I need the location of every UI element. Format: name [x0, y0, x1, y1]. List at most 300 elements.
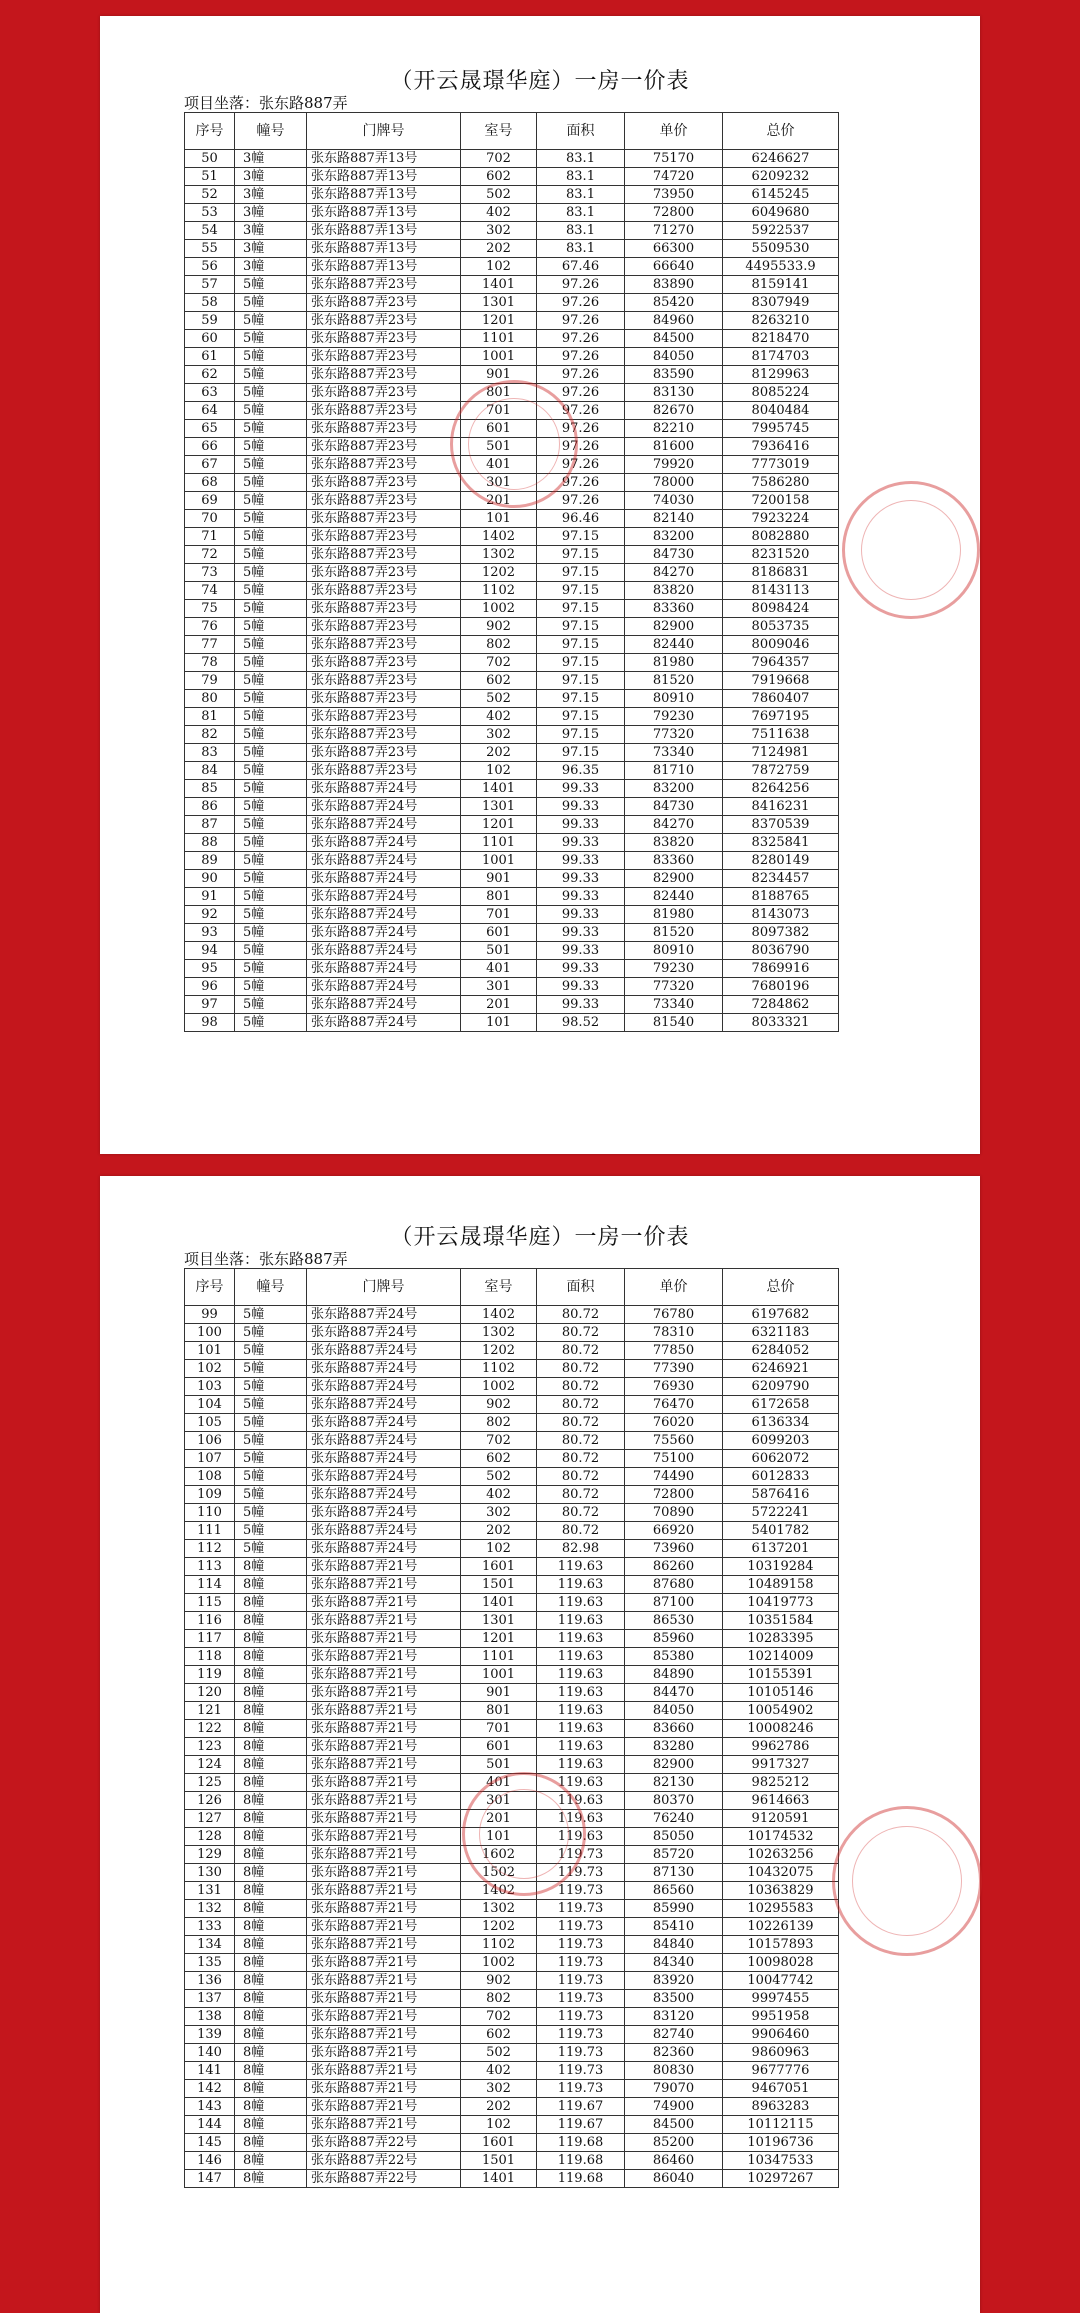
building-cell: 8幢: [235, 1936, 307, 1954]
table-row: [185, 1014, 839, 1032]
seq-cell: 140: [185, 2044, 235, 2062]
area-cell: 119.73: [537, 2008, 625, 2026]
total-price-cell: 9951958: [723, 2008, 839, 2026]
unit-price-cell: 82900: [625, 618, 723, 636]
total-price-cell: 6137201: [723, 1540, 839, 1558]
unit-price-cell: 84470: [625, 1684, 723, 1702]
table-row: [185, 1540, 839, 1558]
seq-cell: 102: [185, 1360, 235, 1378]
area-cell: 119.63: [537, 1648, 625, 1666]
address-cell: 张东路887弄21号: [307, 2098, 461, 2116]
address-cell: 张东路887弄23号: [307, 672, 461, 690]
unit-price-cell: 85720: [625, 1846, 723, 1864]
unit-price-cell: 83360: [625, 600, 723, 618]
address-cell: 张东路887弄24号: [307, 942, 461, 960]
building-cell: 5幢: [235, 762, 307, 780]
seq-cell: 139: [185, 2026, 235, 2044]
room-cell: 802: [461, 636, 537, 654]
total-price-cell: 10098028: [723, 1954, 839, 1972]
building-cell: 8幢: [235, 1846, 307, 1864]
area-cell: 83.1: [537, 240, 625, 258]
seq-cell: 80: [185, 690, 235, 708]
building-cell: 5幢: [235, 348, 307, 366]
address-cell: 张东路887弄23号: [307, 546, 461, 564]
room-cell: 201: [461, 996, 537, 1014]
table-row: [185, 1954, 839, 1972]
area-cell: 80.72: [537, 1504, 625, 1522]
building-cell: 5幢: [235, 726, 307, 744]
seq-cell: 58: [185, 294, 235, 312]
seq-cell: 79: [185, 672, 235, 690]
area-cell: 97.26: [537, 348, 625, 366]
unit-price-cell: 84890: [625, 1666, 723, 1684]
total-price-cell: 10263256: [723, 1846, 839, 1864]
unit-price-cell: 81540: [625, 1014, 723, 1032]
unit-price-cell: 80910: [625, 942, 723, 960]
address-cell: 张东路887弄21号: [307, 1918, 461, 1936]
unit-price-cell: 82210: [625, 420, 723, 438]
building-cell: 5幢: [235, 420, 307, 438]
table-row: [185, 1918, 839, 1936]
total-price-cell: 9120591: [723, 1810, 839, 1828]
building-cell: 5幢: [235, 942, 307, 960]
room-cell: 101: [461, 1014, 537, 1032]
room-cell: 702: [461, 1432, 537, 1450]
unit-price-cell: 66300: [625, 240, 723, 258]
area-cell: 119.73: [537, 2044, 625, 2062]
unit-price-cell: 87100: [625, 1594, 723, 1612]
column-header: 面积: [537, 1269, 625, 1306]
address-cell: 张东路887弄21号: [307, 2080, 461, 2098]
area-cell: 80.72: [537, 1432, 625, 1450]
address-cell: 张东路887弄24号: [307, 1522, 461, 1540]
address-cell: 张东路887弄23号: [307, 690, 461, 708]
header-row: [185, 1269, 839, 1306]
unit-price-cell: 72800: [625, 1486, 723, 1504]
area-cell: 97.26: [537, 492, 625, 510]
seq-cell: 93: [185, 924, 235, 942]
column-header: 单价: [625, 113, 723, 150]
seq-cell: 51: [185, 168, 235, 186]
total-price-cell: 10054902: [723, 1702, 839, 1720]
seq-cell: 74: [185, 582, 235, 600]
area-cell: 119.73: [537, 1936, 625, 1954]
unit-price-cell: 84270: [625, 564, 723, 582]
building-cell: 8幢: [235, 1594, 307, 1612]
unit-price-cell: 75560: [625, 1432, 723, 1450]
seq-cell: 77: [185, 636, 235, 654]
seq-cell: 55: [185, 240, 235, 258]
room-cell: 1301: [461, 798, 537, 816]
building-cell: 5幢: [235, 1450, 307, 1468]
room-cell: 401: [461, 1774, 537, 1792]
building-cell: 5幢: [235, 978, 307, 996]
total-price-cell: 7680196: [723, 978, 839, 996]
building-cell: 5幢: [235, 1396, 307, 1414]
building-cell: 5幢: [235, 1014, 307, 1032]
area-cell: 97.26: [537, 330, 625, 348]
seq-cell: 131: [185, 1882, 235, 1900]
room-cell: 102: [461, 762, 537, 780]
area-cell: 97.26: [537, 366, 625, 384]
building-cell: 3幢: [235, 186, 307, 204]
seq-cell: 124: [185, 1756, 235, 1774]
room-cell: 601: [461, 1738, 537, 1756]
address-cell: 张东路887弄24号: [307, 1360, 461, 1378]
area-cell: 97.15: [537, 690, 625, 708]
seq-cell: 78: [185, 654, 235, 672]
seq-cell: 128: [185, 1828, 235, 1846]
building-cell: 5幢: [235, 996, 307, 1014]
building-cell: 5幢: [235, 1414, 307, 1432]
table-row: [185, 1324, 839, 1342]
room-cell: 1001: [461, 1666, 537, 1684]
room-cell: 501: [461, 438, 537, 456]
total-price-cell: 10295583: [723, 1900, 839, 1918]
table-row: [185, 942, 839, 960]
total-price-cell: 8186831: [723, 564, 839, 582]
building-cell: 5幢: [235, 600, 307, 618]
table-row: [185, 2062, 839, 2080]
building-cell: 5幢: [235, 1504, 307, 1522]
unit-price-cell: 86560: [625, 1882, 723, 1900]
area-cell: 119.73: [537, 1918, 625, 1936]
total-price-cell: 8159141: [723, 276, 839, 294]
seq-cell: 133: [185, 1918, 235, 1936]
unit-price-cell: 82140: [625, 510, 723, 528]
table-row: [185, 168, 839, 186]
seq-cell: 76: [185, 618, 235, 636]
room-cell: 1401: [461, 1594, 537, 1612]
unit-price-cell: 80910: [625, 690, 723, 708]
column-header: 幢号: [235, 113, 307, 150]
table-row: [185, 888, 839, 906]
building-cell: 5幢: [235, 330, 307, 348]
table-row: [185, 924, 839, 942]
total-price-cell: 9917327: [723, 1756, 839, 1774]
table-row: [185, 1486, 839, 1504]
table-row: [185, 1774, 839, 1792]
area-cell: 82.98: [537, 1540, 625, 1558]
building-cell: 8幢: [235, 1792, 307, 1810]
unit-price-cell: 77320: [625, 978, 723, 996]
building-cell: 8幢: [235, 1990, 307, 2008]
seq-cell: 86: [185, 798, 235, 816]
room-cell: 502: [461, 186, 537, 204]
area-cell: 119.73: [537, 1954, 625, 1972]
total-price-cell: 8370539: [723, 816, 839, 834]
address-cell: 张东路887弄21号: [307, 1810, 461, 1828]
unit-price-cell: 82440: [625, 636, 723, 654]
area-cell: 119.63: [537, 1774, 625, 1792]
table-row: [185, 564, 839, 582]
seq-cell: 67: [185, 456, 235, 474]
unit-price-cell: 81600: [625, 438, 723, 456]
area-cell: 119.63: [537, 1666, 625, 1684]
seq-cell: 99: [185, 1306, 235, 1324]
room-cell: 501: [461, 1756, 537, 1774]
total-price-cell: 7284862: [723, 996, 839, 1014]
room-cell: 1102: [461, 1936, 537, 1954]
area-cell: 119.63: [537, 1594, 625, 1612]
total-price-cell: 6172658: [723, 1396, 839, 1414]
total-price-cell: 6197682: [723, 1306, 839, 1324]
unit-price-cell: 78000: [625, 474, 723, 492]
building-cell: 5幢: [235, 690, 307, 708]
address-cell: 张东路887弄23号: [307, 294, 461, 312]
unit-price-cell: 76930: [625, 1378, 723, 1396]
building-cell: 5幢: [235, 924, 307, 942]
address-cell: 张东路887弄21号: [307, 1558, 461, 1576]
table-row: [185, 1756, 839, 1774]
area-cell: 119.63: [537, 1738, 625, 1756]
room-cell: 301: [461, 474, 537, 492]
area-cell: 97.15: [537, 564, 625, 582]
building-cell: 8幢: [235, 1864, 307, 1882]
total-price-cell: 7872759: [723, 762, 839, 780]
area-cell: 83.1: [537, 204, 625, 222]
unit-price-cell: 82130: [625, 1774, 723, 1792]
room-cell: 301: [461, 1792, 537, 1810]
address-cell: 张东路887弄21号: [307, 1594, 461, 1612]
table-row: [185, 474, 839, 492]
address-cell: 张东路887弄23号: [307, 456, 461, 474]
unit-price-cell: 84730: [625, 798, 723, 816]
address-cell: 张东路887弄24号: [307, 906, 461, 924]
room-cell: 1101: [461, 834, 537, 852]
room-cell: 101: [461, 1828, 537, 1846]
seq-cell: 70: [185, 510, 235, 528]
seq-cell: 60: [185, 330, 235, 348]
column-header: 总价: [723, 1269, 839, 1306]
address-cell: 张东路887弄21号: [307, 1936, 461, 1954]
address-cell: 张东路887弄21号: [307, 1630, 461, 1648]
building-cell: 3幢: [235, 150, 307, 168]
room-cell: 1201: [461, 816, 537, 834]
building-cell: 5幢: [235, 1360, 307, 1378]
seq-cell: 109: [185, 1486, 235, 1504]
seq-cell: 54: [185, 222, 235, 240]
address-cell: 张东路887弄22号: [307, 2170, 461, 2188]
total-price-cell: 7773019: [723, 456, 839, 474]
address-cell: 张东路887弄13号: [307, 240, 461, 258]
area-cell: 119.63: [537, 1558, 625, 1576]
room-cell: 1202: [461, 1918, 537, 1936]
total-price-cell: 6209232: [723, 168, 839, 186]
unit-price-cell: 83820: [625, 582, 723, 600]
seq-cell: 71: [185, 528, 235, 546]
building-cell: 5幢: [235, 564, 307, 582]
room-cell: 1401: [461, 780, 537, 798]
table-row: [185, 600, 839, 618]
area-cell: 80.72: [537, 1360, 625, 1378]
address-cell: 张东路887弄24号: [307, 1468, 461, 1486]
address-cell: 张东路887弄23号: [307, 384, 461, 402]
official-seal-stamp: [832, 1806, 982, 1956]
table-row: [185, 312, 839, 330]
room-cell: 602: [461, 2026, 537, 2044]
address-cell: 张东路887弄13号: [307, 222, 461, 240]
building-cell: 5幢: [235, 1468, 307, 1486]
building-cell: 5幢: [235, 906, 307, 924]
area-cell: 99.33: [537, 924, 625, 942]
table-row: [185, 294, 839, 312]
building-cell: 8幢: [235, 2080, 307, 2098]
total-price-cell: 6246921: [723, 1360, 839, 1378]
address-cell: 张东路887弄21号: [307, 1864, 461, 1882]
area-cell: 119.68: [537, 2152, 625, 2170]
building-cell: 5幢: [235, 1306, 307, 1324]
unit-price-cell: 81520: [625, 672, 723, 690]
building-cell: 5幢: [235, 276, 307, 294]
table-row: [185, 2170, 839, 2188]
room-cell: 901: [461, 1684, 537, 1702]
unit-price-cell: 84960: [625, 312, 723, 330]
address-cell: 张东路887弄23号: [307, 366, 461, 384]
table-row: [185, 726, 839, 744]
unit-price-cell: 84340: [625, 1954, 723, 1972]
building-cell: 5幢: [235, 654, 307, 672]
seq-cell: 63: [185, 384, 235, 402]
room-cell: 1002: [461, 1378, 537, 1396]
seq-cell: 137: [185, 1990, 235, 2008]
address-cell: 张东路887弄23号: [307, 564, 461, 582]
room-cell: 601: [461, 420, 537, 438]
address-cell: 张东路887弄24号: [307, 978, 461, 996]
building-cell: 5幢: [235, 1342, 307, 1360]
table-row: [185, 1900, 839, 1918]
unit-price-cell: 81980: [625, 654, 723, 672]
total-price-cell: 6321183: [723, 1324, 839, 1342]
total-price-cell: 10419773: [723, 1594, 839, 1612]
room-cell: 1301: [461, 294, 537, 312]
address-cell: 张东路887弄24号: [307, 1540, 461, 1558]
address-cell: 张东路887弄23号: [307, 348, 461, 366]
unit-price-cell: 74490: [625, 1468, 723, 1486]
column-header: 序号: [185, 113, 235, 150]
building-cell: 8幢: [235, 2026, 307, 2044]
total-price-cell: 6284052: [723, 1342, 839, 1360]
total-price-cell: 10351584: [723, 1612, 839, 1630]
seq-cell: 91: [185, 888, 235, 906]
unit-price-cell: 72800: [625, 204, 723, 222]
building-cell: 5幢: [235, 474, 307, 492]
room-cell: 1502: [461, 1864, 537, 1882]
room-cell: 1002: [461, 600, 537, 618]
area-cell: 119.73: [537, 1882, 625, 1900]
room-cell: 1002: [461, 1954, 537, 1972]
area-cell: 80.72: [537, 1414, 625, 1432]
address-cell: 张东路887弄23号: [307, 636, 461, 654]
seq-cell: 111: [185, 1522, 235, 1540]
table-row: [185, 2134, 839, 2152]
seq-cell: 119: [185, 1666, 235, 1684]
total-price-cell: 6246627: [723, 150, 839, 168]
building-cell: 5幢: [235, 1540, 307, 1558]
address-cell: 张东路887弄23号: [307, 510, 461, 528]
price-list-page-2: [100, 1176, 980, 2313]
total-price-cell: 10112115: [723, 2116, 839, 2134]
seq-cell: 82: [185, 726, 235, 744]
building-cell: 8幢: [235, 2008, 307, 2026]
unit-price-cell: 83890: [625, 276, 723, 294]
table-row: [185, 996, 839, 1014]
room-cell: 1602: [461, 1846, 537, 1864]
unit-price-cell: 73340: [625, 744, 723, 762]
total-price-cell: 7586280: [723, 474, 839, 492]
building-cell: 5幢: [235, 870, 307, 888]
area-cell: 97.26: [537, 420, 625, 438]
area-cell: 99.33: [537, 996, 625, 1014]
building-cell: 5幢: [235, 744, 307, 762]
building-cell: 5幢: [235, 546, 307, 564]
room-cell: 1202: [461, 564, 537, 582]
table-row: [185, 420, 839, 438]
table-row: [185, 1936, 839, 1954]
room-cell: 1402: [461, 1882, 537, 1900]
unit-price-cell: 84050: [625, 1702, 723, 1720]
official-seal-stamp: [842, 481, 980, 619]
unit-price-cell: 84270: [625, 816, 723, 834]
total-price-cell: 8143073: [723, 906, 839, 924]
table-body: [185, 1306, 839, 2188]
building-cell: 8幢: [235, 2044, 307, 2062]
unit-price-cell: 83660: [625, 1720, 723, 1738]
area-cell: 119.73: [537, 1990, 625, 2008]
room-cell: 1601: [461, 1558, 537, 1576]
seq-cell: 75: [185, 600, 235, 618]
area-cell: 97.15: [537, 600, 625, 618]
area-cell: 80.72: [537, 1396, 625, 1414]
room-cell: 701: [461, 906, 537, 924]
address-cell: 张东路887弄24号: [307, 816, 461, 834]
address-cell: 张东路887弄21号: [307, 1828, 461, 1846]
seq-cell: 110: [185, 1504, 235, 1522]
room-cell: 602: [461, 1450, 537, 1468]
room-cell: 202: [461, 1522, 537, 1540]
address-cell: 张东路887弄24号: [307, 1014, 461, 1032]
table-row: [185, 1378, 839, 1396]
unit-price-cell: 81710: [625, 762, 723, 780]
unit-price-cell: 84500: [625, 2116, 723, 2134]
total-price-cell: 10347533: [723, 2152, 839, 2170]
column-header: 总价: [723, 113, 839, 150]
building-cell: 5幢: [235, 492, 307, 510]
area-cell: 97.15: [537, 636, 625, 654]
address-cell: 张东路887弄21号: [307, 1648, 461, 1666]
area-cell: 99.33: [537, 906, 625, 924]
seq-cell: 90: [185, 870, 235, 888]
total-price-cell: 9860963: [723, 2044, 839, 2062]
total-price-cell: 7124981: [723, 744, 839, 762]
room-cell: 202: [461, 2098, 537, 2116]
address-cell: 张东路887弄24号: [307, 780, 461, 798]
building-cell: 8幢: [235, 1972, 307, 1990]
total-price-cell: 10008246: [723, 1720, 839, 1738]
total-price-cell: 8009046: [723, 636, 839, 654]
address-cell: 张东路887弄21号: [307, 1900, 461, 1918]
address-cell: 张东路887弄21号: [307, 1756, 461, 1774]
seq-cell: 126: [185, 1792, 235, 1810]
building-cell: 8幢: [235, 1738, 307, 1756]
unit-price-cell: 75100: [625, 1450, 723, 1468]
building-cell: 8幢: [235, 2098, 307, 2116]
room-cell: 202: [461, 744, 537, 762]
area-cell: 99.33: [537, 780, 625, 798]
area-cell: 97.26: [537, 294, 625, 312]
unit-price-cell: 77850: [625, 1342, 723, 1360]
table-row: [185, 1648, 839, 1666]
